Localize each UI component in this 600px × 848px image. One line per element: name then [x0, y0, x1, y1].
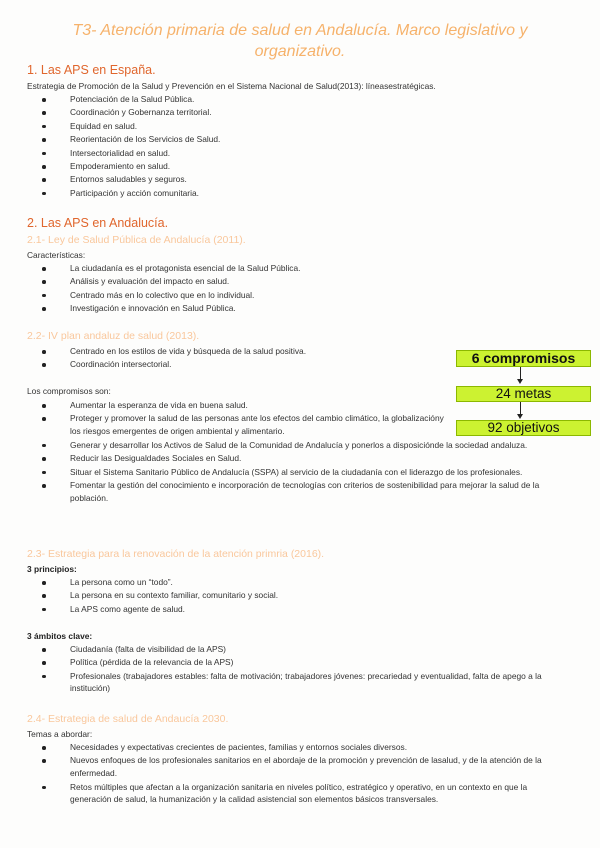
- list-item: Situar el Sistema Sanitario Público de Andalucía (SSPA) al servicio de la ciudadanía con el liderazgo de los profesionales.: [0, 466, 560, 479]
- list-item: Generar y desarrollar los Activos de Salud de la Comunidad de Andalucía y ponerlos a disposiciónde la sociedad andaluza.: [0, 439, 560, 452]
- subsection-2-1-heading: 2.1- Ley de Salud Pública de Andalucía (2011).: [27, 234, 246, 246]
- list-item: Proteger y promover la salud de las personas ante los efectos del cambio climático, la globalizacióny los riesgos emergentes de origen ambiental y alimentario.: [0, 412, 445, 437]
- list-item: La ciudadanía es el protagonista esencial de la Salud Pública.: [0, 262, 560, 275]
- list-item: Centrado más en lo colectivo que en lo individual.: [0, 289, 560, 302]
- subsection-2-4-heading: 2.4- Estrategia de salud de Andaucía 2030.: [27, 713, 229, 725]
- arrow-down-icon: [517, 379, 523, 384]
- list-item: Retos múltiples que afectan a la organización sanitaria en niveles político, estratégico y operativo, en un contexto en que la generación de salud, la humanización y la calidad asistencial son elementos básicos transversales.: [0, 781, 560, 806]
- list-item: La APS como agente de salud.: [0, 603, 560, 616]
- list-item: Fomentar la gestión del conocimiento e incorporación de tecnologías con criterios de sostenibilidad para mejorar la salud de la población.: [0, 479, 560, 504]
- subsection-2-1-label: Características:: [27, 250, 86, 260]
- subsection-2-2-heading: 2.2- IV plan andaluz de salud (2013).: [27, 330, 200, 342]
- list-item: Aumentar la esperanza de vida en buena salud.: [0, 399, 560, 412]
- list-item: Investigación e innovación en Salud Pública.: [0, 302, 560, 315]
- diagram-box-compromisos: 6 compromisos: [456, 350, 591, 367]
- list-item: Ciudadanía (falta de visibilidad de la APS): [0, 643, 560, 656]
- diagram-box-objetivos: 92 objetivos: [456, 420, 591, 436]
- section-2-heading: 2. Las APS en Andalucía.: [27, 216, 169, 230]
- list-item: Potenciación de la Salud Pública.: [0, 93, 560, 106]
- list-item: La persona en su contexto familiar, comunitario y social.: [0, 589, 560, 602]
- subsection-2-1-list: [0, 262, 560, 316]
- section-1-list: [0, 93, 560, 200]
- list-item: Reorientación de los Servicios de Salud.: [0, 133, 560, 146]
- list-item: Política (pérdida de la relevancia de la APS): [0, 656, 560, 669]
- arrow-down-icon: [517, 414, 523, 419]
- list-item: Participación y acción comunitaria.: [0, 187, 560, 200]
- list-item: Centrado en los estilos de vida y búsqueda de la salud positiva.: [0, 345, 560, 358]
- list-item: Profesionales (trabajadores estables: falta de motivación; trabajadores jóvenes: precariedad y eventualidad, falta de apego a la institución): [0, 670, 560, 695]
- areas-label: 3 ámbitos clave:: [27, 631, 93, 641]
- list-item: Nuevos enfoques de los profesionales sanitarios en el abordaje de la promoción y prevención de lasalud, y de la atención de la enfermedad.: [0, 754, 560, 779]
- list-item: Necesidades y expectativas crecientes de pacientes, familias y entornos sociales diversos.: [0, 741, 560, 754]
- list-item: Empoderamiento en salud.: [0, 160, 560, 173]
- commitments-label: Los compromisos son:: [27, 386, 111, 396]
- document-title: T3- Atención primaria de salud en Andalucía. Marco legislativo y organizativo.: [72, 22, 528, 60]
- list-item: Entornos saludables y seguros.: [0, 173, 560, 186]
- principles-list: [0, 576, 560, 616]
- section-1-heading: 1. Las APS en España.: [27, 63, 156, 77]
- list-item: Coordinación y Gobernanza territorial.: [0, 106, 560, 119]
- arrow-line: [520, 367, 521, 379]
- section-1-intro: Estrategia de Promoción de la Salud y Prevención en el Sistema Nacional de Salud(2013): líneasestratégicas.: [27, 81, 436, 91]
- list-item: Intersectorialidad en salud.: [0, 147, 560, 160]
- principles-label: 3 principios:: [27, 564, 77, 574]
- subsection-2-4-label: Temas a abordar:: [27, 729, 93, 739]
- subsection-2-3-heading: 2.3- Estrategia para la renovación de la atención primria (2016).: [27, 548, 325, 560]
- diagram-box-metas: 24 metas: [456, 386, 591, 402]
- list-item: Análisis y evaluación del impacto en salud.: [0, 275, 560, 288]
- commitments-list: [0, 399, 560, 504]
- arrow-line: [520, 402, 521, 414]
- areas-list: [0, 643, 560, 695]
- list-item: Coordinación intersectorial.: [0, 358, 560, 371]
- list-item: Equidad en salud.: [0, 120, 560, 133]
- subsection-2-4-list: [0, 741, 560, 806]
- list-item: La persona como un “todo”.: [0, 576, 560, 589]
- list-item: Reducir las Desigualdades Sociales en Salud.: [0, 452, 560, 465]
